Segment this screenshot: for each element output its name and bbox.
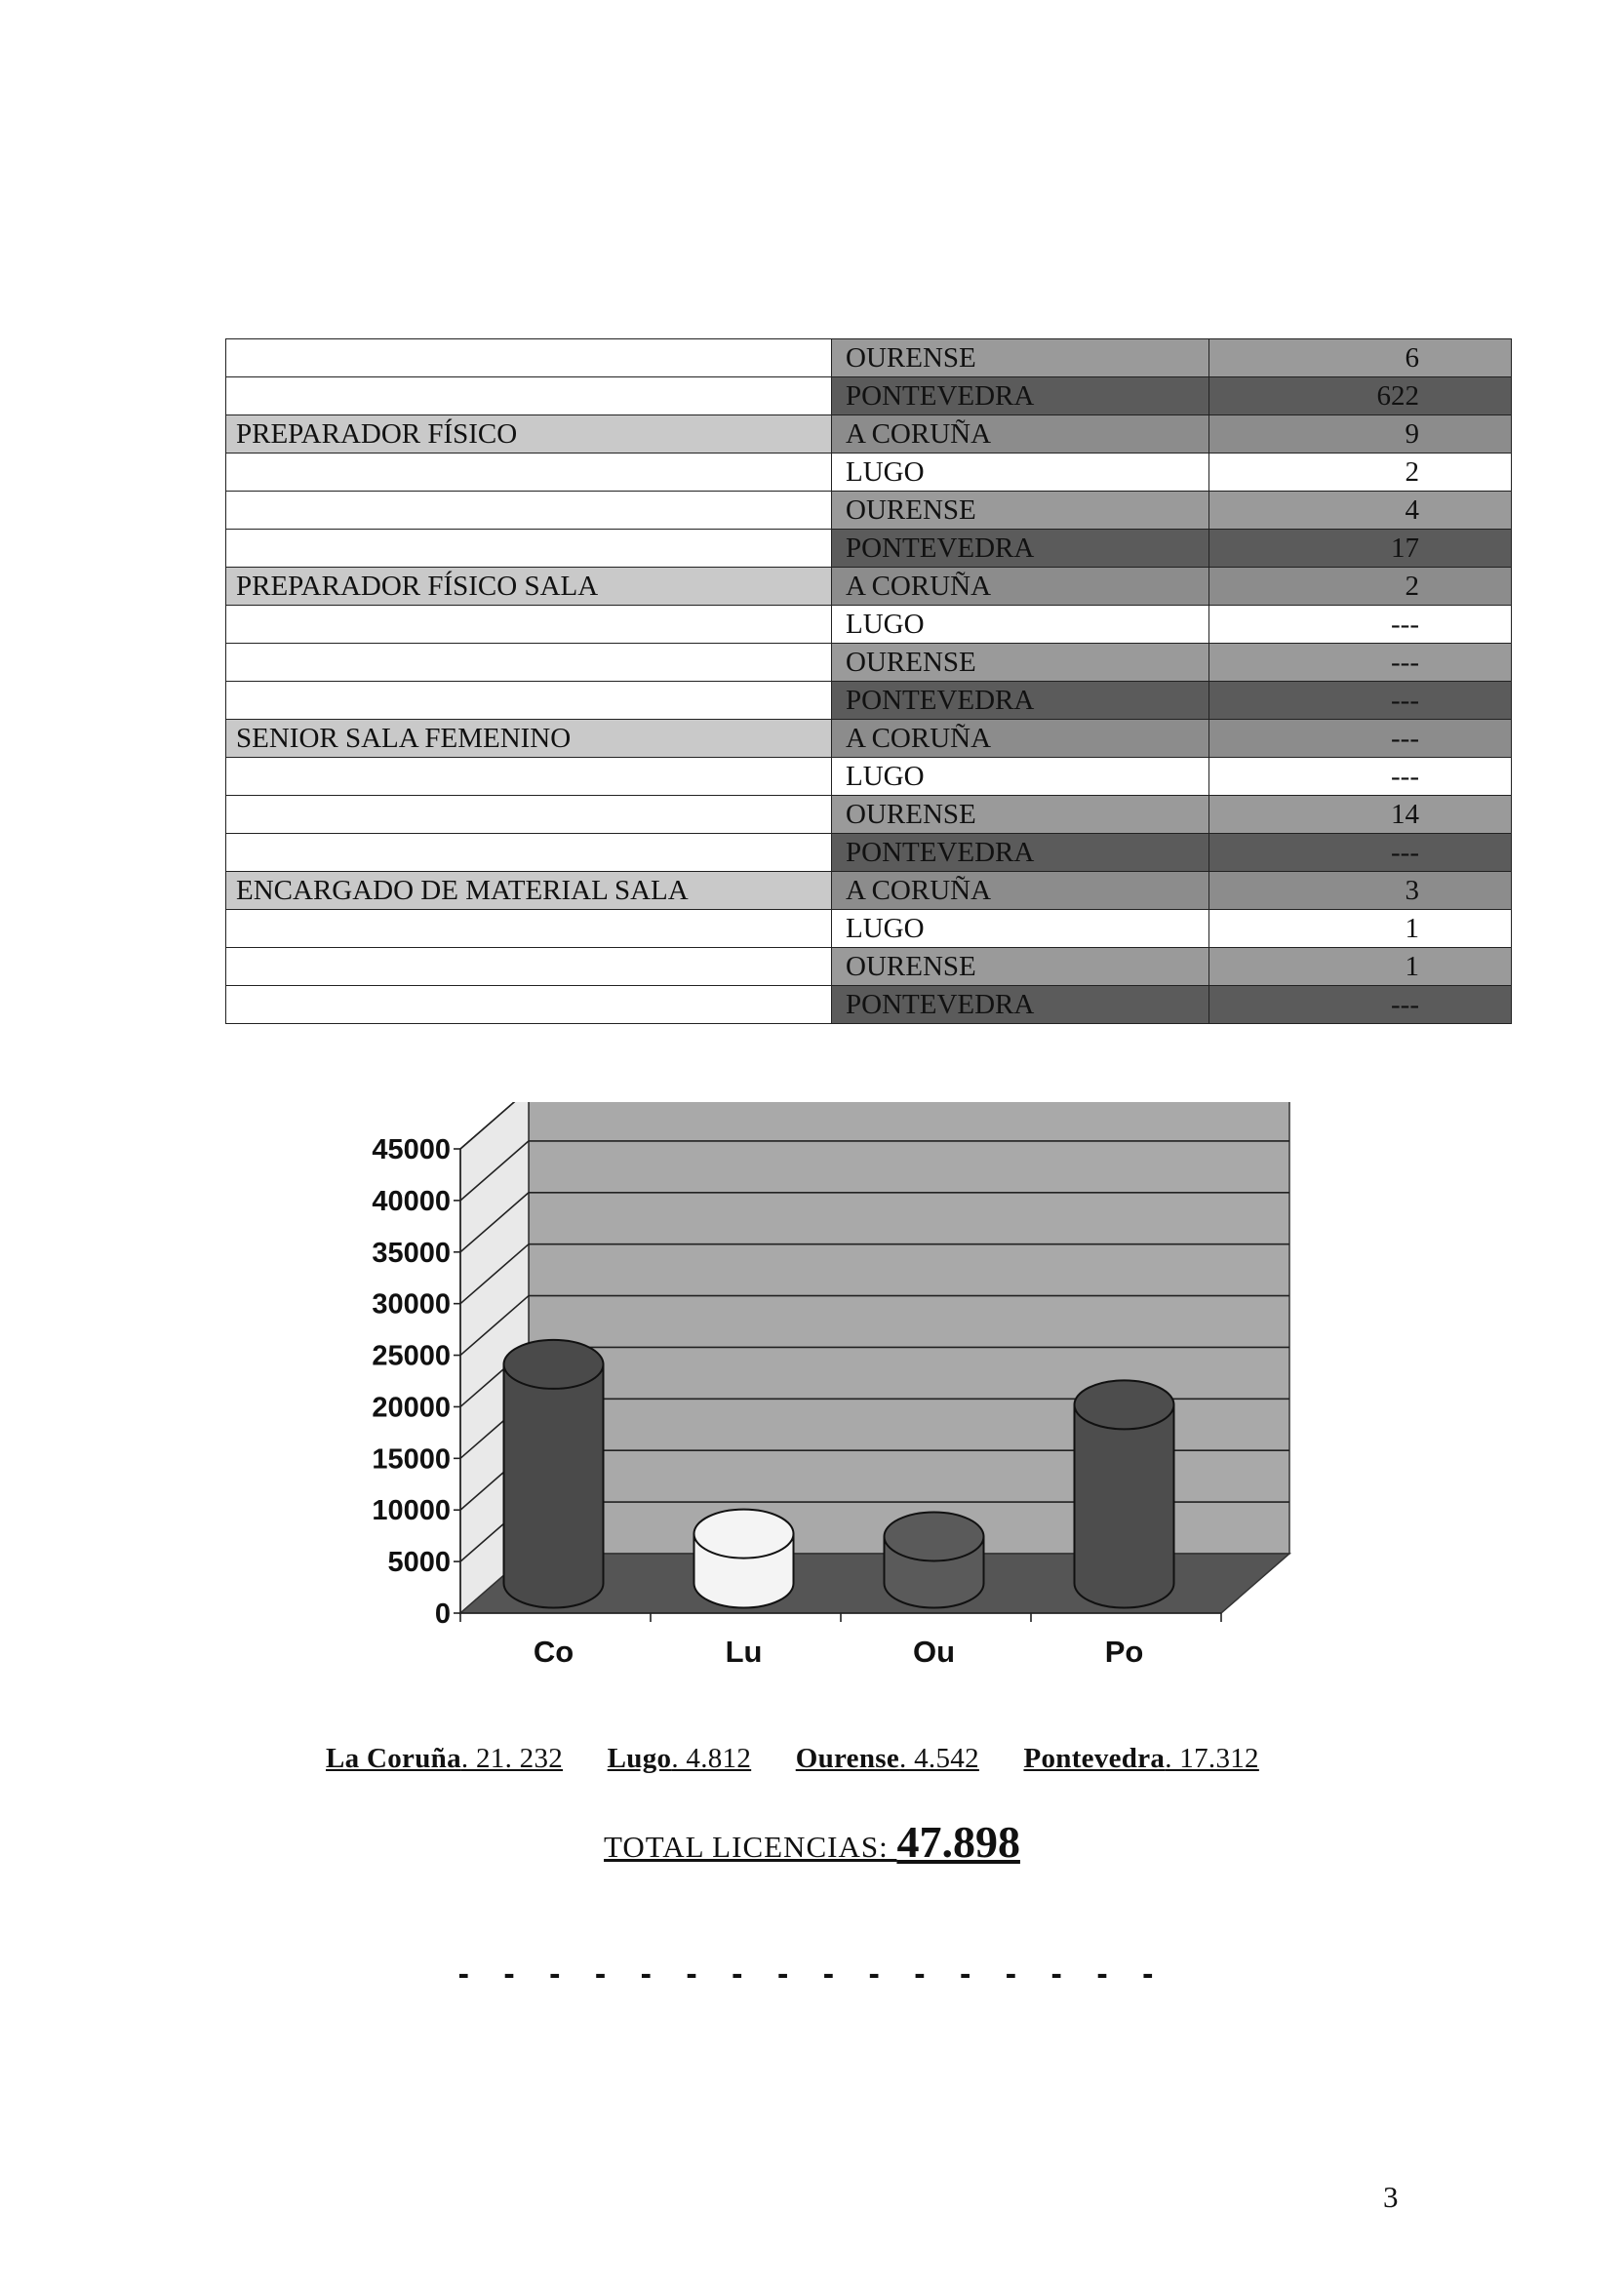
licenses-table-body xyxy=(226,339,1512,1024)
dash-separator: - - - - - - - - - - - - - - - - xyxy=(457,1955,1167,1993)
y-tick-label: 10000 xyxy=(372,1495,451,1527)
summary-value: . 4.812 xyxy=(671,1743,752,1774)
value-cell: 4 xyxy=(1209,492,1512,530)
province-cell: PONTEVEDRA xyxy=(832,377,1209,415)
province-cell: LUGO xyxy=(832,454,1209,492)
chart-back-wall xyxy=(529,1102,1289,1554)
table-row xyxy=(226,530,1512,568)
category-cell xyxy=(226,758,832,796)
value-cell: 1 xyxy=(1209,948,1512,986)
y-tick-label: 20000 xyxy=(372,1392,451,1424)
province-cell: LUGO xyxy=(832,758,1209,796)
summary-name: Pontevedra xyxy=(1023,1743,1166,1774)
summary-item-ourense xyxy=(796,1743,979,1775)
summary-value: . 21. 232 xyxy=(460,1743,564,1774)
value-cell: 2 xyxy=(1209,454,1512,492)
table-row xyxy=(226,454,1512,492)
table-row xyxy=(226,492,1512,530)
province-cell: LUGO xyxy=(832,606,1209,644)
province-cell: OURENSE xyxy=(832,492,1209,530)
category-cell xyxy=(226,910,832,948)
value-cell: 3 xyxy=(1209,872,1512,910)
table-row xyxy=(226,758,1512,796)
value-cell: 6 xyxy=(1209,339,1512,377)
value-cell: --- xyxy=(1209,758,1512,796)
province-totals-summary xyxy=(326,1743,1321,1775)
province-cell: OURENSE xyxy=(832,948,1209,986)
y-tick-label: 35000 xyxy=(372,1237,451,1269)
summary-item-coruna xyxy=(326,1743,563,1775)
province-cell: OURENSE xyxy=(832,339,1209,377)
province-cell: PONTEVEDRA xyxy=(832,986,1209,1024)
bar-co xyxy=(504,1340,604,1608)
value-cell: 2 xyxy=(1209,568,1512,606)
category-cell xyxy=(226,948,832,986)
table-row xyxy=(226,948,1512,986)
x-category-label: Ou xyxy=(912,1635,956,1668)
category-cell xyxy=(226,986,832,1024)
bar-top xyxy=(885,1512,984,1560)
category-cell xyxy=(226,834,832,872)
summary-value: . 4.542 xyxy=(899,1743,979,1774)
category-cell xyxy=(226,796,832,834)
value-cell: 17 xyxy=(1209,530,1512,568)
summary-name: Ourense xyxy=(795,1743,900,1774)
y-tick-label: 25000 xyxy=(372,1340,451,1372)
table-row xyxy=(226,377,1512,415)
table-row xyxy=(226,682,1512,720)
table-row xyxy=(226,986,1512,1024)
bar-top xyxy=(504,1340,604,1389)
total-value: 47.898 xyxy=(896,1817,1020,1867)
bar-top xyxy=(1075,1380,1174,1429)
province-cell: A CORUÑA xyxy=(832,415,1209,454)
page-number: 3 xyxy=(1383,2180,1399,2214)
table-row xyxy=(226,644,1512,682)
table-row xyxy=(226,606,1512,644)
value-cell: 9 xyxy=(1209,415,1512,454)
province-cell: A CORUÑA xyxy=(832,720,1209,758)
y-tick-label: 30000 xyxy=(372,1288,451,1321)
bar-body xyxy=(504,1364,604,1608)
category-cell xyxy=(226,530,832,568)
province-cell: PONTEVEDRA xyxy=(832,834,1209,872)
category-cell: PREPARADOR FÍSICO SALA xyxy=(226,568,832,606)
value-cell: --- xyxy=(1209,682,1512,720)
value-cell: 622 xyxy=(1209,377,1512,415)
value-cell: --- xyxy=(1209,834,1512,872)
bar-body xyxy=(1075,1404,1174,1607)
y-tick-label: 0 xyxy=(434,1598,451,1630)
category-cell xyxy=(226,377,832,415)
summary-value: . 17.312 xyxy=(1165,1743,1259,1774)
province-cell: A CORUÑA xyxy=(832,568,1209,606)
province-cell: OURENSE xyxy=(832,644,1209,682)
y-tick-label: 40000 xyxy=(372,1185,451,1217)
bar-ou xyxy=(885,1512,984,1607)
category-cell: PREPARADOR FÍSICO xyxy=(226,415,832,454)
province-cell: PONTEVEDRA xyxy=(832,530,1209,568)
table-row xyxy=(226,720,1512,758)
table-row xyxy=(226,415,1512,454)
province-cell: OURENSE xyxy=(832,796,1209,834)
bar-po xyxy=(1075,1380,1174,1607)
summary-name: Lugo xyxy=(607,1743,672,1774)
summary-item-pontevedra xyxy=(1023,1743,1258,1775)
licenses-bar-chart xyxy=(341,1102,1307,1668)
value-cell: --- xyxy=(1209,606,1512,644)
bar-top xyxy=(694,1510,794,1559)
summary-name: La Coruña xyxy=(326,1743,461,1774)
table-row xyxy=(226,568,1512,606)
value-cell: 14 xyxy=(1209,796,1512,834)
category-cell xyxy=(226,606,832,644)
table-row xyxy=(226,339,1512,377)
y-tick-label: 15000 xyxy=(372,1443,451,1476)
category-cell xyxy=(226,339,832,377)
x-category-label: Po xyxy=(1104,1635,1144,1668)
category-cell xyxy=(226,492,832,530)
province-cell: A CORUÑA xyxy=(832,872,1209,910)
y-tick-label: 45000 xyxy=(372,1134,451,1165)
value-cell: --- xyxy=(1209,986,1512,1024)
category-cell xyxy=(226,644,832,682)
table-row xyxy=(226,872,1512,910)
summary-item-lugo xyxy=(608,1743,752,1775)
licenses-table xyxy=(225,338,1512,1024)
value-cell: 1 xyxy=(1209,910,1512,948)
category-cell xyxy=(226,682,832,720)
table-row xyxy=(226,834,1512,872)
category-cell: ENCARGADO DE MATERIAL SALA xyxy=(226,872,832,910)
x-category-label: Co xyxy=(533,1635,574,1668)
x-category-label: Lu xyxy=(725,1635,763,1668)
table-row xyxy=(226,796,1512,834)
total-licenses xyxy=(0,1816,1624,1868)
value-cell: --- xyxy=(1209,644,1512,682)
province-cell: PONTEVEDRA xyxy=(832,682,1209,720)
value-cell: --- xyxy=(1209,720,1512,758)
category-cell xyxy=(226,454,832,492)
bar-lu xyxy=(694,1510,794,1608)
category-cell: SENIOR SALA FEMENINO xyxy=(226,720,832,758)
table-row xyxy=(226,910,1512,948)
province-cell: LUGO xyxy=(832,910,1209,948)
total-label: TOTAL LICENCIAS: xyxy=(604,1830,897,1864)
y-tick-label: 5000 xyxy=(387,1547,451,1579)
